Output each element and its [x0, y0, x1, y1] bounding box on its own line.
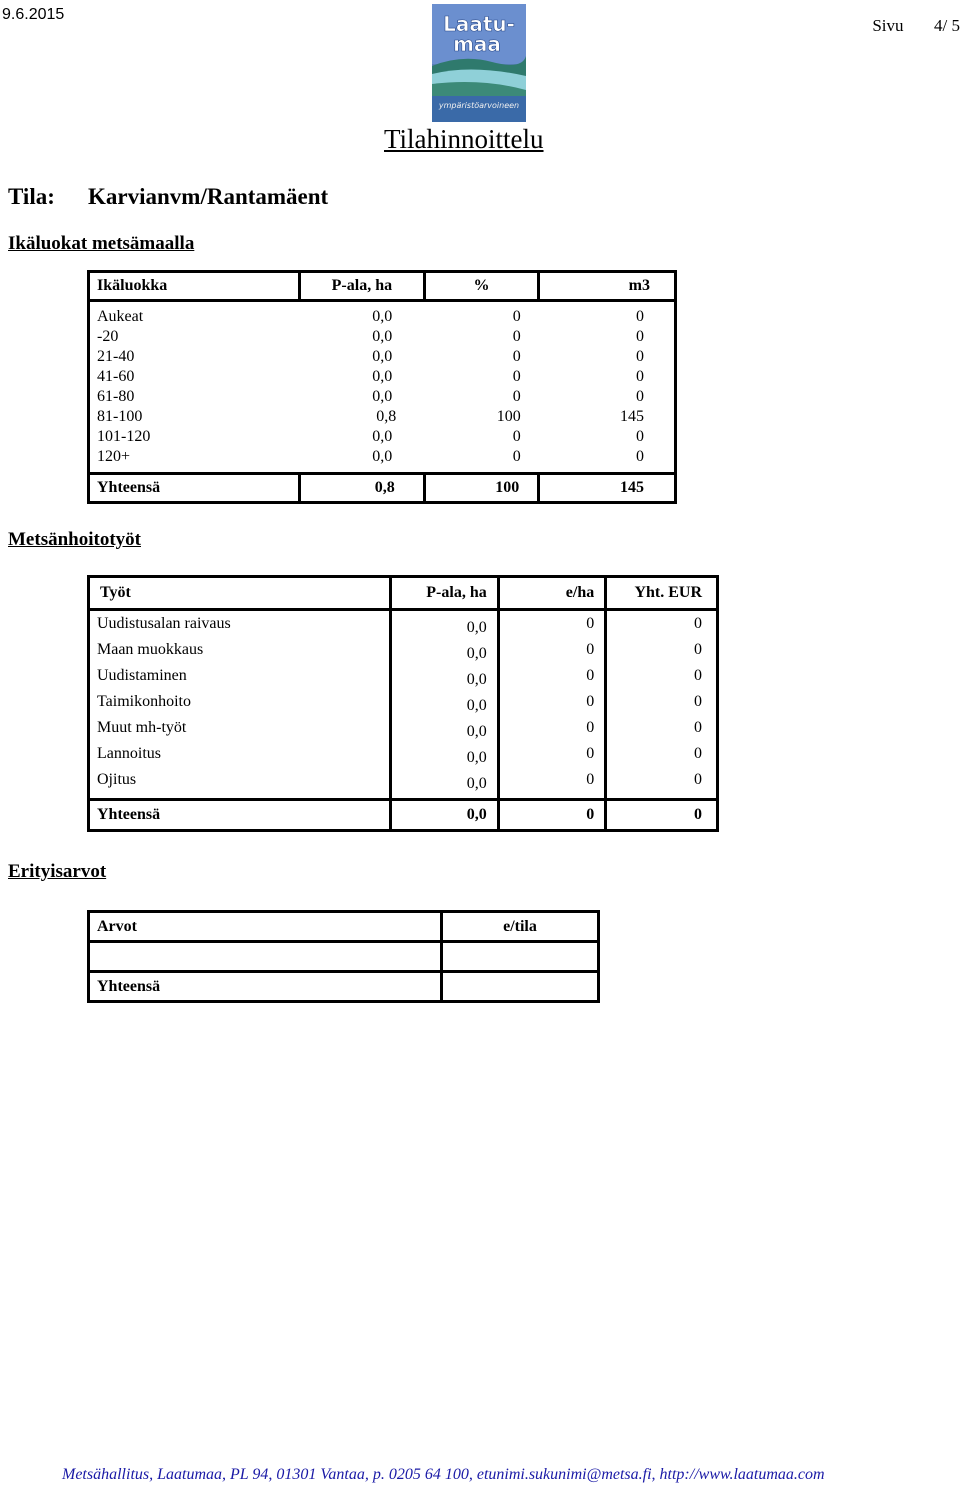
area-cell: 0,0 [372, 448, 393, 465]
footer-contact: Metsähallitus, Laatumaa, PL 94, 01301 Vantaa, p. 0205 64 100, etunimi.sukunimi@metsa.fi, http://www.laatumaa.com [62, 1466, 825, 1483]
value-amount-cell [442, 942, 599, 972]
table-row [89, 347, 676, 367]
column-header: Ikäluokka [89, 272, 300, 301]
total-label: Yhteensä [89, 474, 300, 503]
age-class-cell: -20 [97, 328, 119, 345]
area-cell [391, 610, 498, 638]
table-row [89, 741, 718, 767]
age-class-cell: 81-100 [97, 408, 143, 425]
age-class-cell: 41-60 [97, 368, 135, 385]
percent-cell: 0 [512, 308, 521, 325]
total-area: 0,8 [300, 474, 425, 503]
table-total-row [89, 474, 676, 503]
price-per-ha-cell: 0 [498, 741, 605, 767]
volume-cell: 0 [636, 448, 644, 465]
age-class-cell: 101-120 [97, 428, 151, 445]
table-row [89, 663, 718, 689]
table-header-row [89, 912, 599, 942]
special-values-table [87, 910, 600, 1003]
total-price-per-ha: 0 [498, 800, 605, 831]
work-name-cell: Lannoitus [97, 745, 161, 762]
total-eur-cell: 0 [606, 689, 718, 715]
area-cell [391, 741, 498, 767]
percent-cell: 0 [512, 448, 521, 465]
total-eur-cell: 0 [606, 610, 718, 638]
table-header-row [89, 577, 718, 610]
percent-cell: 100 [496, 408, 521, 425]
table-row [89, 367, 676, 387]
table-row [89, 715, 718, 741]
area-value: 0,0 [466, 723, 487, 740]
estate-label: Tila: [8, 184, 55, 209]
price-per-ha-cell: 0 [498, 689, 605, 715]
work-name-cell: Ojitus [97, 771, 137, 788]
percent-cell: 0 [512, 428, 521, 445]
table-row [89, 327, 676, 347]
page-indicator [872, 16, 960, 36]
estate-name: Karvianvm/Rantamäent [88, 184, 329, 209]
total-label: Yhteensä [89, 800, 391, 831]
area-cell: 0,8 [376, 408, 397, 425]
page-number: 4/ 5 [934, 16, 960, 35]
column-header: % [424, 272, 539, 301]
price-per-ha-cell: 0 [498, 663, 605, 689]
area-cell [391, 663, 498, 689]
percent-cell: 0 [512, 348, 521, 365]
svg-text:ympäristöarvoineen: ympäristöarvoineen [438, 101, 520, 110]
work-name-cell: Muut mh-työt [97, 719, 187, 736]
price-per-ha-cell: 0 [498, 610, 605, 638]
total-value [442, 972, 599, 1002]
area-value: 0,0 [466, 619, 487, 636]
column-header: m3 [539, 272, 676, 301]
column-header: P-ala, ha [391, 577, 498, 610]
price-per-ha-cell: 0 [498, 715, 605, 741]
column-header: Työt [89, 577, 391, 610]
volume-cell: 145 [620, 408, 644, 425]
area-value: 0,0 [466, 697, 487, 714]
table-row [89, 942, 599, 972]
percent-cell: 0 [512, 388, 521, 405]
age-class-table [87, 270, 677, 504]
silviculture-table [87, 575, 719, 832]
total-volume: 145 [539, 474, 676, 503]
volume-cell: 0 [636, 328, 644, 345]
column-header: Arvot [89, 912, 442, 942]
table-row [89, 637, 718, 663]
area-value: 0,0 [466, 775, 487, 792]
table-total-row [89, 800, 718, 831]
svg-text:Laatu-: Laatu- [443, 12, 515, 36]
page-title: Tilahinnoittelu [384, 124, 544, 154]
total-eur-cell: 0 [606, 767, 718, 793]
column-header: Yht. EUR [606, 577, 718, 610]
svg-text:maa: maa [453, 32, 501, 56]
total-eur-cell: 0 [606, 741, 718, 767]
age-class-cell: Aukeat [97, 308, 144, 325]
total-eur-cell: 0 [606, 663, 718, 689]
area-cell: 0,0 [372, 348, 393, 365]
table-row [89, 307, 676, 327]
price-per-ha-cell: 0 [498, 767, 605, 793]
laatumaa-logo [432, 4, 526, 122]
age-class-cell: 21-40 [97, 348, 135, 365]
total-eur-cell: 0 [606, 715, 718, 741]
total-eur-cell: 0 [606, 637, 718, 663]
area-cell [391, 689, 498, 715]
age-class-cell: 120+ [97, 448, 131, 465]
volume-cell: 0 [636, 348, 644, 365]
area-cell [391, 715, 498, 741]
special-values-heading: Erityisarvot [8, 861, 107, 882]
area-cell: 0,0 [372, 328, 393, 345]
percent-cell: 0 [512, 368, 521, 385]
price-per-ha-cell: 0 [498, 637, 605, 663]
volume-cell: 0 [636, 368, 644, 385]
table-total-row [89, 972, 599, 1002]
table-row [89, 427, 676, 447]
area-value: 0,0 [466, 749, 487, 766]
work-name-cell: Uudistaminen [97, 667, 187, 684]
area-cell: 0,0 [372, 388, 393, 405]
total-eur: 0 [606, 800, 718, 831]
page-label: Sivu [872, 16, 904, 35]
print-date: 9.6.2015 [2, 6, 65, 23]
age-classes-heading: Ikäluokat metsämaalla [8, 233, 195, 254]
table-row [89, 407, 676, 427]
work-name-cell: Maan muokkaus [97, 641, 204, 658]
total-area: 0,0 [391, 800, 498, 831]
column-header: P-ala, ha [300, 272, 425, 301]
volume-cell: 0 [636, 388, 644, 405]
area-value: 0,0 [466, 645, 487, 662]
total-label: Yhteensä [97, 978, 161, 995]
table-row [89, 387, 676, 407]
work-name-cell: Uudistusalan raivaus [97, 615, 231, 632]
column-header: e/ha [498, 577, 605, 610]
area-cell [391, 637, 498, 663]
area-value: 0,0 [466, 671, 487, 688]
value-name-cell [89, 942, 442, 972]
table-row [89, 689, 718, 715]
area-cell: 0,0 [372, 368, 393, 385]
area-cell [391, 767, 498, 793]
table-header-row [89, 272, 676, 301]
percent-cell: 0 [512, 328, 521, 345]
silviculture-heading: Metsänhoitotyöt [8, 529, 141, 550]
table-row [89, 767, 718, 793]
volume-cell: 0 [636, 308, 644, 325]
table-row [89, 610, 718, 638]
age-class-cell: 61-80 [97, 388, 135, 405]
table-row [89, 447, 676, 467]
column-header: e/tila [442, 912, 599, 942]
area-cell: 0,0 [372, 428, 393, 445]
work-name-cell: Taimikonhoito [97, 693, 191, 710]
area-cell: 0,0 [372, 308, 393, 325]
total-percent: 100 [424, 474, 539, 503]
volume-cell: 0 [636, 428, 644, 445]
